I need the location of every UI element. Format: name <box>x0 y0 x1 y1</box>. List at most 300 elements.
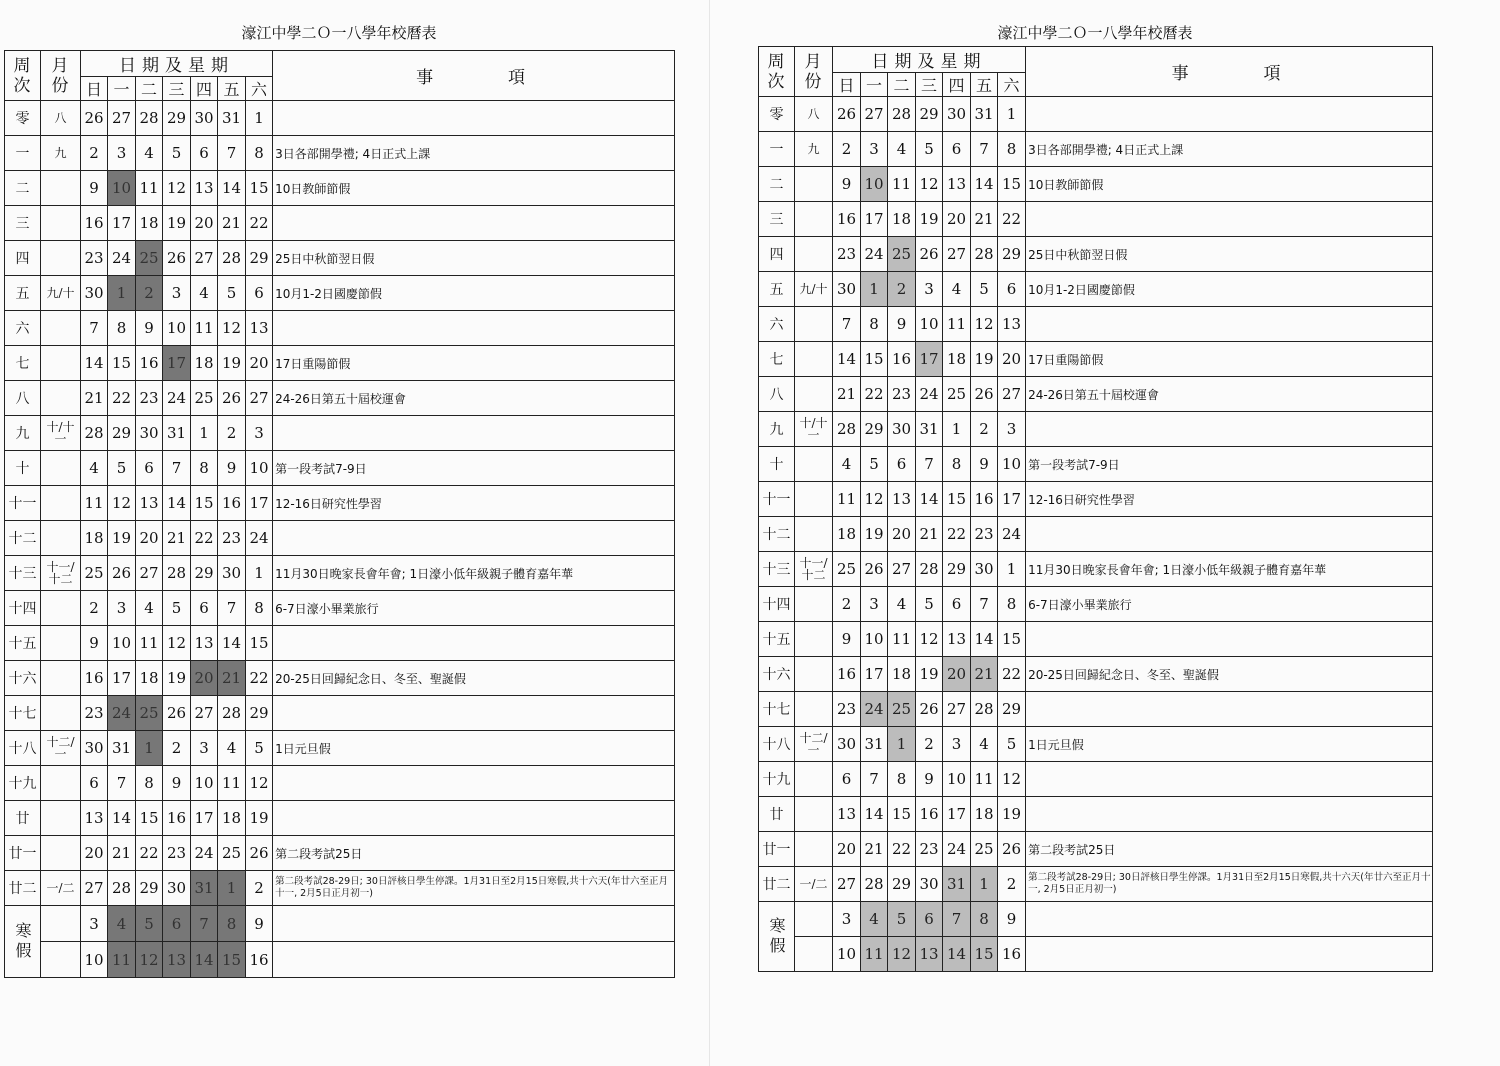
week-number: 六 <box>5 311 41 346</box>
date-cell: 22 <box>998 657 1026 692</box>
event-text <box>1026 517 1433 552</box>
date-cell: 27 <box>191 241 218 276</box>
week-number: 四 <box>759 237 795 272</box>
week-number: 十八 <box>5 731 41 766</box>
date-cell: 7 <box>108 766 136 801</box>
week-row <box>759 307 1433 342</box>
date-cell: 8 <box>998 132 1026 167</box>
holiday-date: 31 <box>943 867 971 902</box>
date-cell: 9 <box>888 307 916 342</box>
date-cell: 15 <box>998 167 1026 202</box>
date-cell: 6 <box>81 766 108 801</box>
winter-break-label: 寒假 <box>5 906 41 978</box>
events-header: 事 項 <box>1026 47 1433 97</box>
holiday-date: 10 <box>108 171 136 206</box>
month-header <box>795 47 833 97</box>
holiday-date: 11 <box>861 937 888 972</box>
date-cell: 29 <box>246 696 273 731</box>
date-cell: 6 <box>943 587 971 622</box>
date-cell: 29 <box>943 552 971 587</box>
date-cell: 1 <box>998 552 1026 587</box>
holiday-date: 21 <box>971 657 998 692</box>
date-cell: 27 <box>943 692 971 727</box>
date-cell: 2 <box>81 591 108 626</box>
month-label <box>41 521 81 556</box>
week-number: 五 <box>5 276 41 311</box>
date-cell: 29 <box>888 867 916 902</box>
week-number: 十九 <box>759 762 795 797</box>
date-cell: 28 <box>108 871 136 906</box>
week-row <box>759 937 1433 972</box>
date-cell: 7 <box>218 136 246 171</box>
week-number: 九 <box>759 412 795 447</box>
date-cell: 12 <box>163 171 191 206</box>
date-cell: 14 <box>971 622 998 657</box>
month-header-top: 月 <box>51 55 70 76</box>
date-cell: 6 <box>191 136 218 171</box>
date-cell: 7 <box>916 447 943 482</box>
date-cell: 29 <box>861 412 888 447</box>
date-cell: 3 <box>108 591 136 626</box>
date-cell: 27 <box>943 237 971 272</box>
month-header-bottom: 份 <box>51 75 70 96</box>
date-cell: 19 <box>971 342 998 377</box>
week-number: 五 <box>759 272 795 307</box>
holiday-date: 13 <box>163 942 191 978</box>
date-cell: 29 <box>246 241 273 276</box>
week-number: 十三 <box>759 552 795 587</box>
date-cell: 15 <box>191 486 218 521</box>
holiday-date: 21 <box>218 661 246 696</box>
date-cell: 16 <box>163 801 191 836</box>
date-cell: 16 <box>833 657 861 692</box>
date-cell: 15 <box>998 622 1026 657</box>
date-cell: 28 <box>888 97 916 132</box>
date-cell: 11 <box>943 307 971 342</box>
date-cell: 2 <box>163 731 191 766</box>
date-cell: 27 <box>81 871 108 906</box>
date-cell: 22 <box>861 377 888 412</box>
date-cell: 21 <box>108 836 136 871</box>
date-cell: 1 <box>998 97 1026 132</box>
date-cell: 11 <box>136 626 163 661</box>
month-header-bottom: 份 <box>804 71 823 92</box>
weekday-header: 五 <box>218 77 246 101</box>
date-cell: 2 <box>81 136 108 171</box>
holiday-date: 25 <box>136 696 163 731</box>
date-cell: 8 <box>943 447 971 482</box>
date-cell: 16 <box>916 797 943 832</box>
date-cell: 28 <box>136 101 163 136</box>
date-cell: 19 <box>998 797 1026 832</box>
week-row <box>5 311 675 346</box>
date-cell: 10 <box>108 626 136 661</box>
week-row <box>5 241 675 276</box>
week-row <box>5 591 675 626</box>
date-cell: 4 <box>136 136 163 171</box>
week-row <box>759 762 1433 797</box>
date-cell: 10 <box>916 307 943 342</box>
date-cell: 28 <box>971 237 998 272</box>
date-cell: 10 <box>163 311 191 346</box>
calendar-title: 濠江中學二Ｏ一八學年校曆表 <box>241 24 437 42</box>
event-text: 20-25日回歸紀念日、冬至、聖誕假 <box>1026 657 1433 692</box>
holiday-date: 1 <box>136 731 163 766</box>
week-number: 四 <box>5 241 41 276</box>
winter-break-label: 寒假 <box>759 902 795 972</box>
date-cell: 2 <box>218 416 246 451</box>
date-cell: 9 <box>916 762 943 797</box>
date-cell: 26 <box>81 101 108 136</box>
date-cell: 26 <box>163 241 191 276</box>
date-cell: 7 <box>971 132 998 167</box>
date-cell: 20 <box>833 832 861 867</box>
weekday-header: 三 <box>916 73 943 97</box>
week-row <box>759 482 1433 517</box>
week-row <box>5 942 675 978</box>
week-row <box>759 237 1433 272</box>
holiday-date: 20 <box>191 661 218 696</box>
date-cell: 22 <box>888 832 916 867</box>
date-cell: 6 <box>136 451 163 486</box>
date-cell: 9 <box>81 626 108 661</box>
date-cell: 30 <box>81 276 108 311</box>
week-row <box>759 587 1433 622</box>
date-cell: 25 <box>191 381 218 416</box>
date-cell: 17 <box>998 482 1026 517</box>
date-cell: 24 <box>916 377 943 412</box>
date-cell: 13 <box>943 622 971 657</box>
holiday-date: 10 <box>861 167 888 202</box>
date-cell: 27 <box>833 867 861 902</box>
week-row <box>759 727 1433 762</box>
week-number: 十二 <box>759 517 795 552</box>
date-cell: 26 <box>246 836 273 871</box>
date-cell: 30 <box>888 412 916 447</box>
event-text: 6-7日濠小畢業旅行 <box>273 591 675 626</box>
calendar-table <box>4 50 675 978</box>
date-cell: 27 <box>998 377 1026 412</box>
week-row <box>5 906 675 942</box>
event-text: 1日元旦假 <box>273 731 675 766</box>
month-label <box>41 696 81 731</box>
date-cell: 30 <box>81 731 108 766</box>
date-cell: 2 <box>246 871 273 906</box>
week-number: 十 <box>5 451 41 486</box>
month-label <box>795 902 833 937</box>
date-cell: 4 <box>136 591 163 626</box>
week-header-bottom: 次 <box>767 71 786 92</box>
date-cell: 23 <box>218 521 246 556</box>
calendar-body <box>5 101 675 978</box>
date-cell: 16 <box>888 342 916 377</box>
week-row <box>5 171 675 206</box>
month-label <box>795 447 833 482</box>
date-cell: 29 <box>916 97 943 132</box>
week-row <box>759 272 1433 307</box>
week-row <box>759 97 1433 132</box>
date-cell: 20 <box>81 836 108 871</box>
date-cell: 22 <box>246 206 273 241</box>
month-label: 十/十一 <box>795 412 833 447</box>
date-cell: 27 <box>888 552 916 587</box>
week-row <box>5 101 675 136</box>
event-text: 10月1-2日國慶節假 <box>273 276 675 311</box>
week-number: 廿二 <box>759 867 795 902</box>
date-cell: 8 <box>888 762 916 797</box>
event-text: 10月1-2日國慶節假 <box>1026 272 1433 307</box>
date-cell: 31 <box>108 731 136 766</box>
weekday-header: 一 <box>108 77 136 101</box>
date-cell: 20 <box>888 517 916 552</box>
holiday-date: 31 <box>191 871 218 906</box>
event-text <box>1026 797 1433 832</box>
date-cell: 23 <box>888 377 916 412</box>
date-cell: 23 <box>833 692 861 727</box>
month-label <box>41 451 81 486</box>
event-text: 1日元旦假 <box>1026 727 1433 762</box>
month-label <box>41 661 81 696</box>
holiday-date: 8 <box>218 906 246 942</box>
week-header <box>759 47 795 97</box>
date-cell: 5 <box>163 136 191 171</box>
week-number: 六 <box>759 307 795 342</box>
date-cell: 16 <box>81 206 108 241</box>
date-cell: 20 <box>246 346 273 381</box>
date-cell: 22 <box>191 521 218 556</box>
date-cell: 26 <box>971 377 998 412</box>
event-text <box>273 206 675 241</box>
holiday-date: 1 <box>108 276 136 311</box>
date-cell: 10 <box>81 942 108 978</box>
date-cell: 31 <box>218 101 246 136</box>
holiday-date: 20 <box>943 657 971 692</box>
month-label: 一/二 <box>795 867 833 902</box>
date-cell: 2 <box>833 587 861 622</box>
date-cell: 25 <box>81 556 108 591</box>
date-cell: 14 <box>861 797 888 832</box>
date-cell: 29 <box>108 416 136 451</box>
date-cell: 14 <box>218 626 246 661</box>
holiday-date: 25 <box>888 692 916 727</box>
week-number: 十一 <box>5 486 41 521</box>
week-row <box>759 622 1433 657</box>
date-cell: 28 <box>916 552 943 587</box>
date-cell: 8 <box>191 451 218 486</box>
date-cell: 22 <box>998 202 1026 237</box>
date-cell: 5 <box>163 591 191 626</box>
date-cell: 10 <box>861 622 888 657</box>
date-cell: 7 <box>218 591 246 626</box>
date-cell: 24 <box>998 517 1026 552</box>
event-text: 3日各部開學禮; 4日正式上課 <box>1026 132 1433 167</box>
month-label: 九 <box>41 136 81 171</box>
date-cell: 3 <box>998 412 1026 447</box>
date-cell: 3 <box>191 731 218 766</box>
week-row <box>5 766 675 801</box>
date-cell: 21 <box>971 202 998 237</box>
date-cell: 28 <box>971 692 998 727</box>
date-cell: 25 <box>833 552 861 587</box>
date-cell: 12 <box>218 311 246 346</box>
date-cell: 9 <box>998 902 1026 937</box>
holiday-date: 14 <box>191 942 218 978</box>
date-cell: 10 <box>943 762 971 797</box>
date-cell: 22 <box>136 836 163 871</box>
week-row <box>5 626 675 661</box>
date-cell: 23 <box>81 696 108 731</box>
date-cell: 4 <box>218 731 246 766</box>
date-cell: 16 <box>81 661 108 696</box>
date-cell: 3 <box>861 587 888 622</box>
date-cell: 10 <box>246 451 273 486</box>
date-cell: 9 <box>971 447 998 482</box>
month-label <box>41 801 81 836</box>
date-cell: 12 <box>108 486 136 521</box>
month-label <box>795 587 833 622</box>
date-cell: 24 <box>246 521 273 556</box>
holiday-date: 17 <box>163 346 191 381</box>
week-number: 零 <box>5 101 41 136</box>
holiday-date: 2 <box>136 276 163 311</box>
date-cell: 29 <box>136 871 163 906</box>
calendar-header <box>759 47 1433 97</box>
month-label: 十二/一 <box>41 731 81 766</box>
date-cell: 11 <box>136 171 163 206</box>
date-cell: 1 <box>943 412 971 447</box>
week-number: 十九 <box>5 766 41 801</box>
month-label <box>795 237 833 272</box>
date-cell: 9 <box>833 167 861 202</box>
month-label: 九/十 <box>795 272 833 307</box>
date-cell: 15 <box>943 482 971 517</box>
date-cell: 19 <box>108 521 136 556</box>
event-text <box>1026 692 1433 727</box>
date-cell: 12 <box>916 622 943 657</box>
month-label <box>41 486 81 521</box>
week-header <box>5 51 41 101</box>
date-cell: 30 <box>971 552 998 587</box>
date-cell: 6 <box>833 762 861 797</box>
holiday-date: 14 <box>943 937 971 972</box>
week-number: 廿一 <box>5 836 41 871</box>
month-label <box>795 482 833 517</box>
calendar-body <box>759 97 1433 972</box>
date-cell: 9 <box>833 622 861 657</box>
event-text: 3日各部開學禮; 4日正式上課 <box>273 136 675 171</box>
date-cell: 27 <box>246 381 273 416</box>
weekday-header: 三 <box>163 77 191 101</box>
date-cell: 19 <box>861 517 888 552</box>
date-cell: 11 <box>191 311 218 346</box>
holiday-date: 15 <box>971 937 998 972</box>
date-cell: 18 <box>81 521 108 556</box>
date-cell: 25 <box>943 377 971 412</box>
week-number: 二 <box>5 171 41 206</box>
date-cell: 13 <box>191 626 218 661</box>
event-text <box>273 696 675 731</box>
month-label <box>795 762 833 797</box>
date-cell: 9 <box>136 311 163 346</box>
date-cell: 21 <box>916 517 943 552</box>
event-text: 20-25日回歸紀念日、冬至、聖誕假 <box>273 661 675 696</box>
week-row <box>5 871 675 906</box>
date-cell: 15 <box>108 346 136 381</box>
date-cell: 19 <box>163 661 191 696</box>
date-cell: 1 <box>246 556 273 591</box>
date-cell: 29 <box>998 237 1026 272</box>
holiday-date: 15 <box>218 942 246 978</box>
date-cell: 16 <box>998 937 1026 972</box>
week-number: 九 <box>5 416 41 451</box>
event-text <box>1026 307 1433 342</box>
date-cell: 27 <box>108 101 136 136</box>
date-cell: 15 <box>888 797 916 832</box>
date-cell: 10 <box>998 447 1026 482</box>
date-cell: 11 <box>218 766 246 801</box>
date-cell: 5 <box>971 272 998 307</box>
date-cell: 11 <box>81 486 108 521</box>
date-cell: 9 <box>81 171 108 206</box>
date-cell: 6 <box>943 132 971 167</box>
date-cell: 29 <box>191 556 218 591</box>
date-cell: 15 <box>136 801 163 836</box>
date-cell: 24 <box>943 832 971 867</box>
date-cell: 26 <box>833 97 861 132</box>
date-cell: 8 <box>998 587 1026 622</box>
date-cell: 28 <box>218 241 246 276</box>
date-cell: 12 <box>246 766 273 801</box>
date-cell: 19 <box>163 206 191 241</box>
week-row <box>5 416 675 451</box>
event-text <box>273 766 675 801</box>
date-cell: 3 <box>943 727 971 762</box>
week-row <box>759 447 1433 482</box>
date-cell: 14 <box>916 482 943 517</box>
date-cell: 2 <box>971 412 998 447</box>
date-cell: 17 <box>108 661 136 696</box>
date-cell: 7 <box>971 587 998 622</box>
date-cell: 18 <box>191 346 218 381</box>
date-cell: 4 <box>81 451 108 486</box>
date-cell: 19 <box>246 801 273 836</box>
holiday-date: 7 <box>943 902 971 937</box>
month-label <box>41 626 81 661</box>
weekday-header: 六 <box>246 77 273 101</box>
week-row <box>5 451 675 486</box>
date-cell: 29 <box>163 101 191 136</box>
event-text <box>1026 902 1433 937</box>
event-text: 第一段考試7-9日 <box>1026 447 1433 482</box>
date-cell: 30 <box>943 97 971 132</box>
date-cell: 26 <box>916 237 943 272</box>
date-cell: 3 <box>108 136 136 171</box>
week-row <box>5 276 675 311</box>
week-number: 七 <box>5 346 41 381</box>
holiday-date: 2 <box>888 272 916 307</box>
event-text: 11月30日晚家長會年會; 1日濠小低年級親子體育嘉年華 <box>273 556 675 591</box>
date-cell: 3 <box>163 276 191 311</box>
date-cell: 2 <box>998 867 1026 902</box>
date-cell: 26 <box>218 381 246 416</box>
calendar-title: 濠江中學二Ｏ一八學年校曆表 <box>997 24 1193 42</box>
date-cell: 24 <box>163 381 191 416</box>
event-text: 12-16日研究性學習 <box>1026 482 1433 517</box>
month-label <box>795 342 833 377</box>
date-cell: 7 <box>861 762 888 797</box>
event-text <box>1026 412 1433 447</box>
calendar-header <box>5 51 675 101</box>
